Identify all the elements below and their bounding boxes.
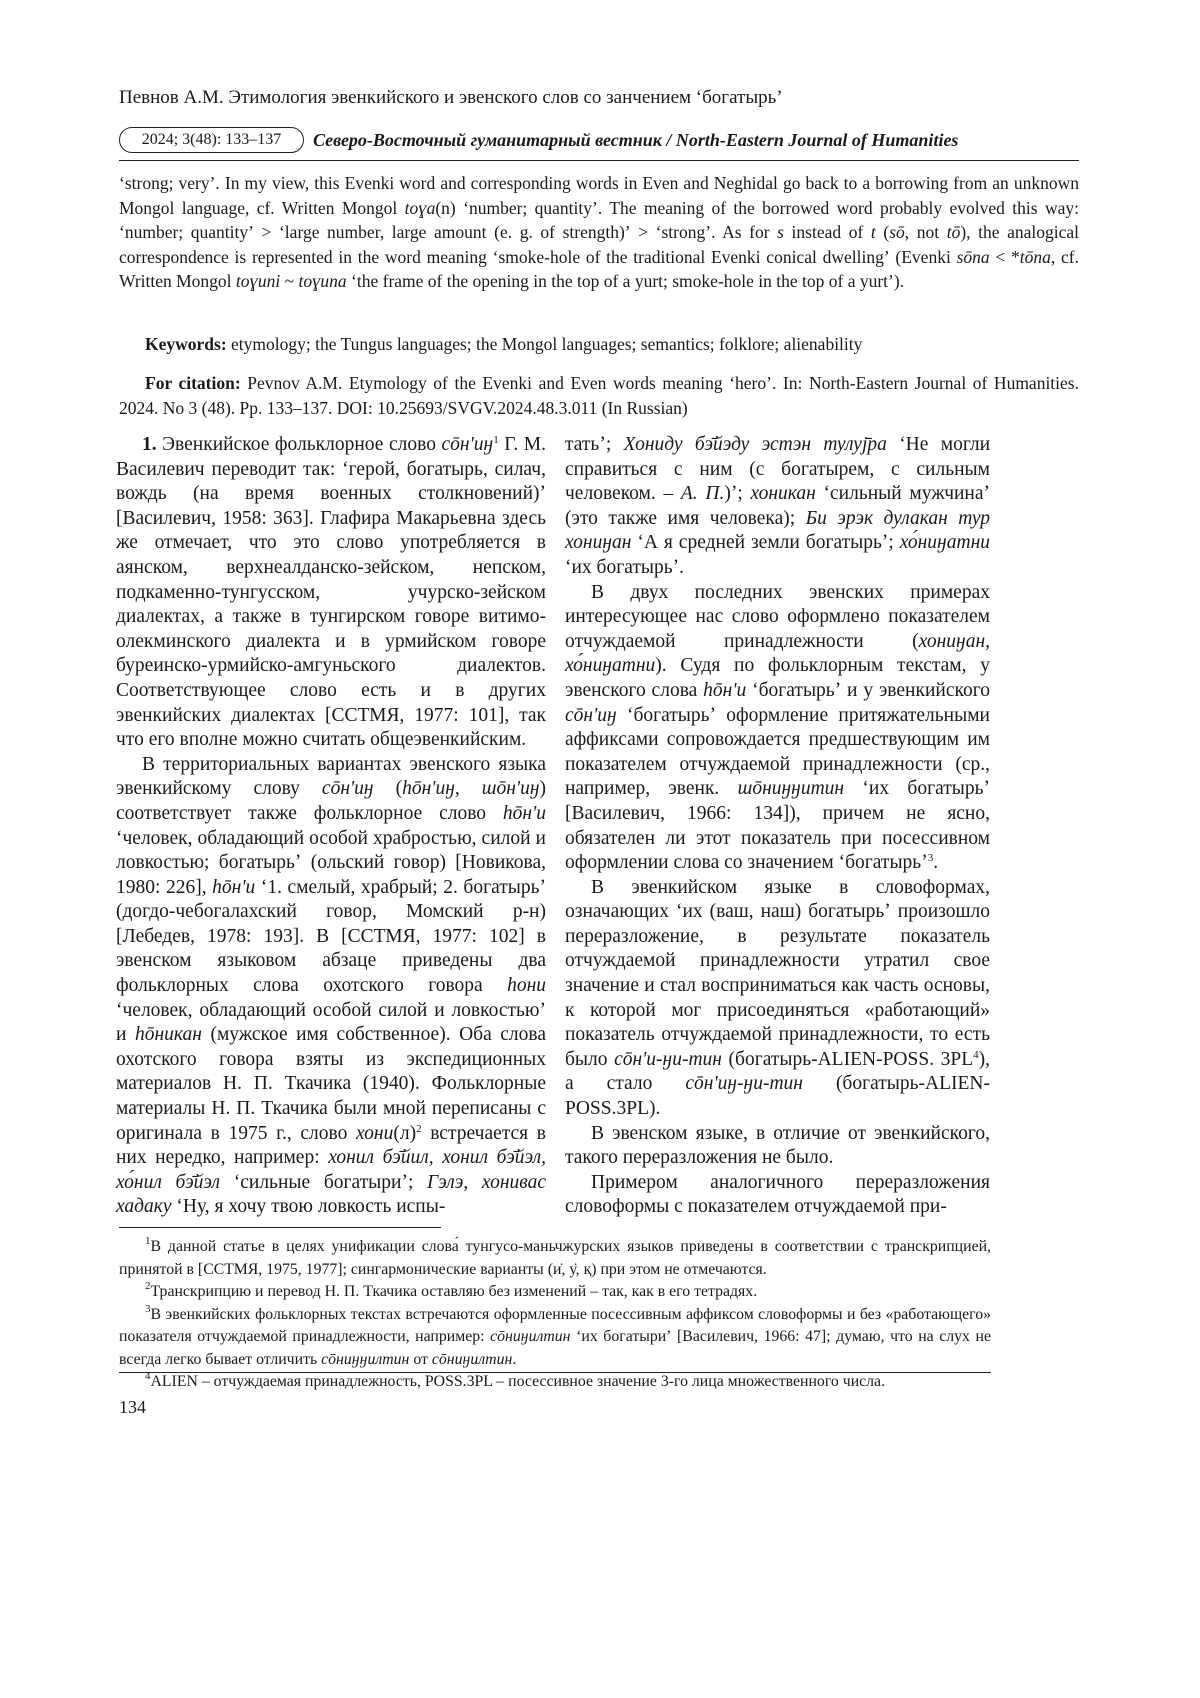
footnote: $^2$Транскрипцию и перевод Н. П. Ткачика оставляю без изменений – так, как в его тетрадях. bbox=[145, 1280, 758, 1300]
footnote-ref: 1 bbox=[493, 434, 499, 446]
page-number: 134 bbox=[119, 1397, 146, 1417]
paragraph: татьʼ; Хониду бэ̄йэду эстэн тулуј̄ра ʻНе могли справиться с ним (с богатырем, с сильным человеком. – А. П.)ʼ; хоникан ʻсильный мужчинаʼ (это также имя человека); Би эрэк дулакан тур хониӈан ʻА я средней земли богатырьʼ; хо́ниӈатни ʻих богатырьʼ. bbox=[565, 434, 991, 578]
header-rule bbox=[119, 160, 1079, 161]
citation bbox=[119, 371, 1079, 420]
footnote-ref: 2 bbox=[416, 1122, 422, 1135]
citation-label: For citation: bbox=[145, 373, 241, 393]
keywords-text: etymology; the Tungus languages; the Mongol languages; semantics; folklore; alienability bbox=[226, 334, 863, 354]
footnote-ref: 3 bbox=[927, 852, 934, 865]
paragraph: В территориальных вариантах эвенского языка эвенкийскому слову сōн'иӈ (һōн'иӈ, шōн'иӈ) соответствует также фольклорное слово һōн'и ʻчеловек, обладающий особой храбростью, силой и ловкостью; богатырьʼ (ольский говор) [Новикова, 1980: 226], һōн'и ʻ1. смелый, храбрый; 2. богатырьʼ (догдо-чебогалахский говор, Момский р-н) [Лебедев, 1978: 193]. В [ССТМЯ, 1977: 102] в эвенском языковом абзаце приведены два фольклорных слова охотского говора һони ʻчеловек, обладающий особой силой и ловкостьюʼ и һōникан (мужское имя собственное). Оба слова охотского говора взяты из экспедиционных материалов Н. П. Ткачика (1940). Фольклорные материалы Н. П. Ткачика были мной переписаны с оригинала в 1975 г., слово $хони(л)^2$ встречается в них нередко, например: хонил бэ̄йил, хонил бэ̄йэл, хо́нил бэ̄йэл ʻсильные богатыриʼ; Гэлэ, хонивас хадаку ʻНу, я хочу твою ловкость испы- bbox=[116, 753, 547, 1218]
journal-name: Северо-Восточный гуманитарный вестник / North-Eastern Journal of Humanities bbox=[313, 130, 959, 150]
keywords-label: Keywords: bbox=[145, 334, 227, 354]
abstract-text: ʻstrong; veryʼ. In my view, this Evenki word and corresponding words in Even and Neghidal go back to a borrowing from an unknown Mongol language, cf. Written Mongol toɣa(n) ʻnumber; quantityʼ. The meaning of the borrowed word probably evolved this way: ʻnumber; quantityʼ > ʻlarge number, large amount (e. g. of strength)ʼ > ʻstrongʼ. As for s instead of t (sō, not tō), the analogical correspondence is represented in the word meaning ʻsmoke-hole of the traditional Evenki conical dwellingʼ (Evenki sōna < *tōna, cf. Written Mongol toɣuni ~ toɣuna ʻthe frame of the opening in the top of a yurt; smoke-hole in the top of a yurtʼ). bbox=[119, 173, 1080, 292]
body-column-left bbox=[116, 433, 546, 1220]
running-title: Певнов А.М. Этимология эвенкийского и эвенского слов со занчением ʻбогатырьʼ bbox=[119, 87, 783, 108]
citation-text: Pevnov A.M. Etymology of the Evenki and Even words meaning ʻheroʼ. In: North-Eastern Journal of Humanities. 2024. No 3 (48). Pp. 133–137. DOI: 10.25693/SVGV.2024.48.3.011 (In Russian) bbox=[119, 373, 1079, 418]
paragraph: Примером аналогичного переразложения словоформы с показателем отчуждаемой при- bbox=[565, 1171, 990, 1218]
keywords bbox=[145, 332, 1079, 357]
paragraph: В эвенкийском языке в словоформах, означающих ʻих (ваш, наш) богатырьʼ произошло переразложение, в результате показатель отчуждаемой принадлежности утратил свое значение и стал восприниматься как часть основы, к которой мог присоединяться «работающий» показатель отчуждаемой принадлежности, то есть было сōн'и-ӈи-тин (богатырь-ALIEN-POSS. $3PL^4$), а стало сōн'иӈ-ӈи-тин (богатырь-ALIEN-POSS.3PL). bbox=[565, 876, 990, 1120]
footnote: $^1$В данной статье в целях унификации слова́ тунгусо-маньчжурских языков приведены в соответствии с транскрипцией, принятой в [ССТМЯ, 1975, 1977]; сингармонические варианты (и̇, у̇, қ) при этом не отмечаются. bbox=[119, 1235, 991, 1278]
paragraph: В эвенском языке, в отличие от эвенкийского, такого переразложения не было. bbox=[565, 1122, 990, 1169]
abstract bbox=[119, 171, 1079, 294]
footnote: $^4$ALIEN – отчуждаемая принадлежность, POSS.3PL – посессивное значение 3-го лица множественного числа. bbox=[145, 1370, 886, 1390]
footer-rule bbox=[119, 1372, 991, 1373]
paragraph: В двух последних эвенских примерах интересующее нас слово оформлено показателем отчуждаемой принадлежности (хониӈан, хо́ниӈатни). Судя по фольклорным текстам, у эвенского слова һōн'и ʻбогатырьʼ и у эвенкийского сōн'иӈ ʻбогатырьʼ оформление притяжательными аффиксами сопровождается предшествующим им показателем отчуждаемой принадлежности (ср., например, эвенк. шōниӈӈитин ʻих богатырьʼ [Василевич, 1966: 134]), причем не ясно, обязателен ли этот показатель при посессивном оформлении слова со значением ʻбогатырьʼ$^3$. bbox=[565, 581, 990, 874]
footnote: $^3$В эвенкийских фольклорных текстах встречаются оформленные посессивным аффиксом словоформы и без «работающего» показателя отчуждаемой принадлежности, например: сōниӈилтин ʻих богатыриʼ [Василевич, 1966: 47]; думаю, что на слух не всегда легко бывает отличить сōниӈӈилтин от сōниӈилтин. bbox=[119, 1302, 991, 1368]
paragraph: 1. Эвенкийское фольклорное слово $сōн'иӈ^1$ Г. М. Василевич переводит так: ʻгерой, богатырь, силач, вождь (на время военных столкновений)ʼ [Василевич, 1958: 363]. Глафира Макарьевна здесь же отмечает, что это слово употребляется в аянском, верхнеалданско-зейском, непском, подкаменно-тунгусском, учурско-зейском диалектах, а также в тунгирском говоре витимо-олекминского диалекта и в урмийском говоре буреинско-урмийско-амгуньского диалектов. Соответствующее слово есть и в других эвенкийских диалектах [ССТМЯ, 1977: 101], так что его вполне можно считать общеэвенкийским. bbox=[116, 434, 546, 751]
footnote-rule bbox=[119, 1227, 441, 1228]
issue-badge: 2024; 3(48): 133–137 bbox=[119, 127, 304, 153]
footnotes bbox=[119, 1236, 991, 1394]
body-column-right bbox=[565, 433, 990, 1220]
footnote-ref: 4 bbox=[973, 1048, 979, 1061]
